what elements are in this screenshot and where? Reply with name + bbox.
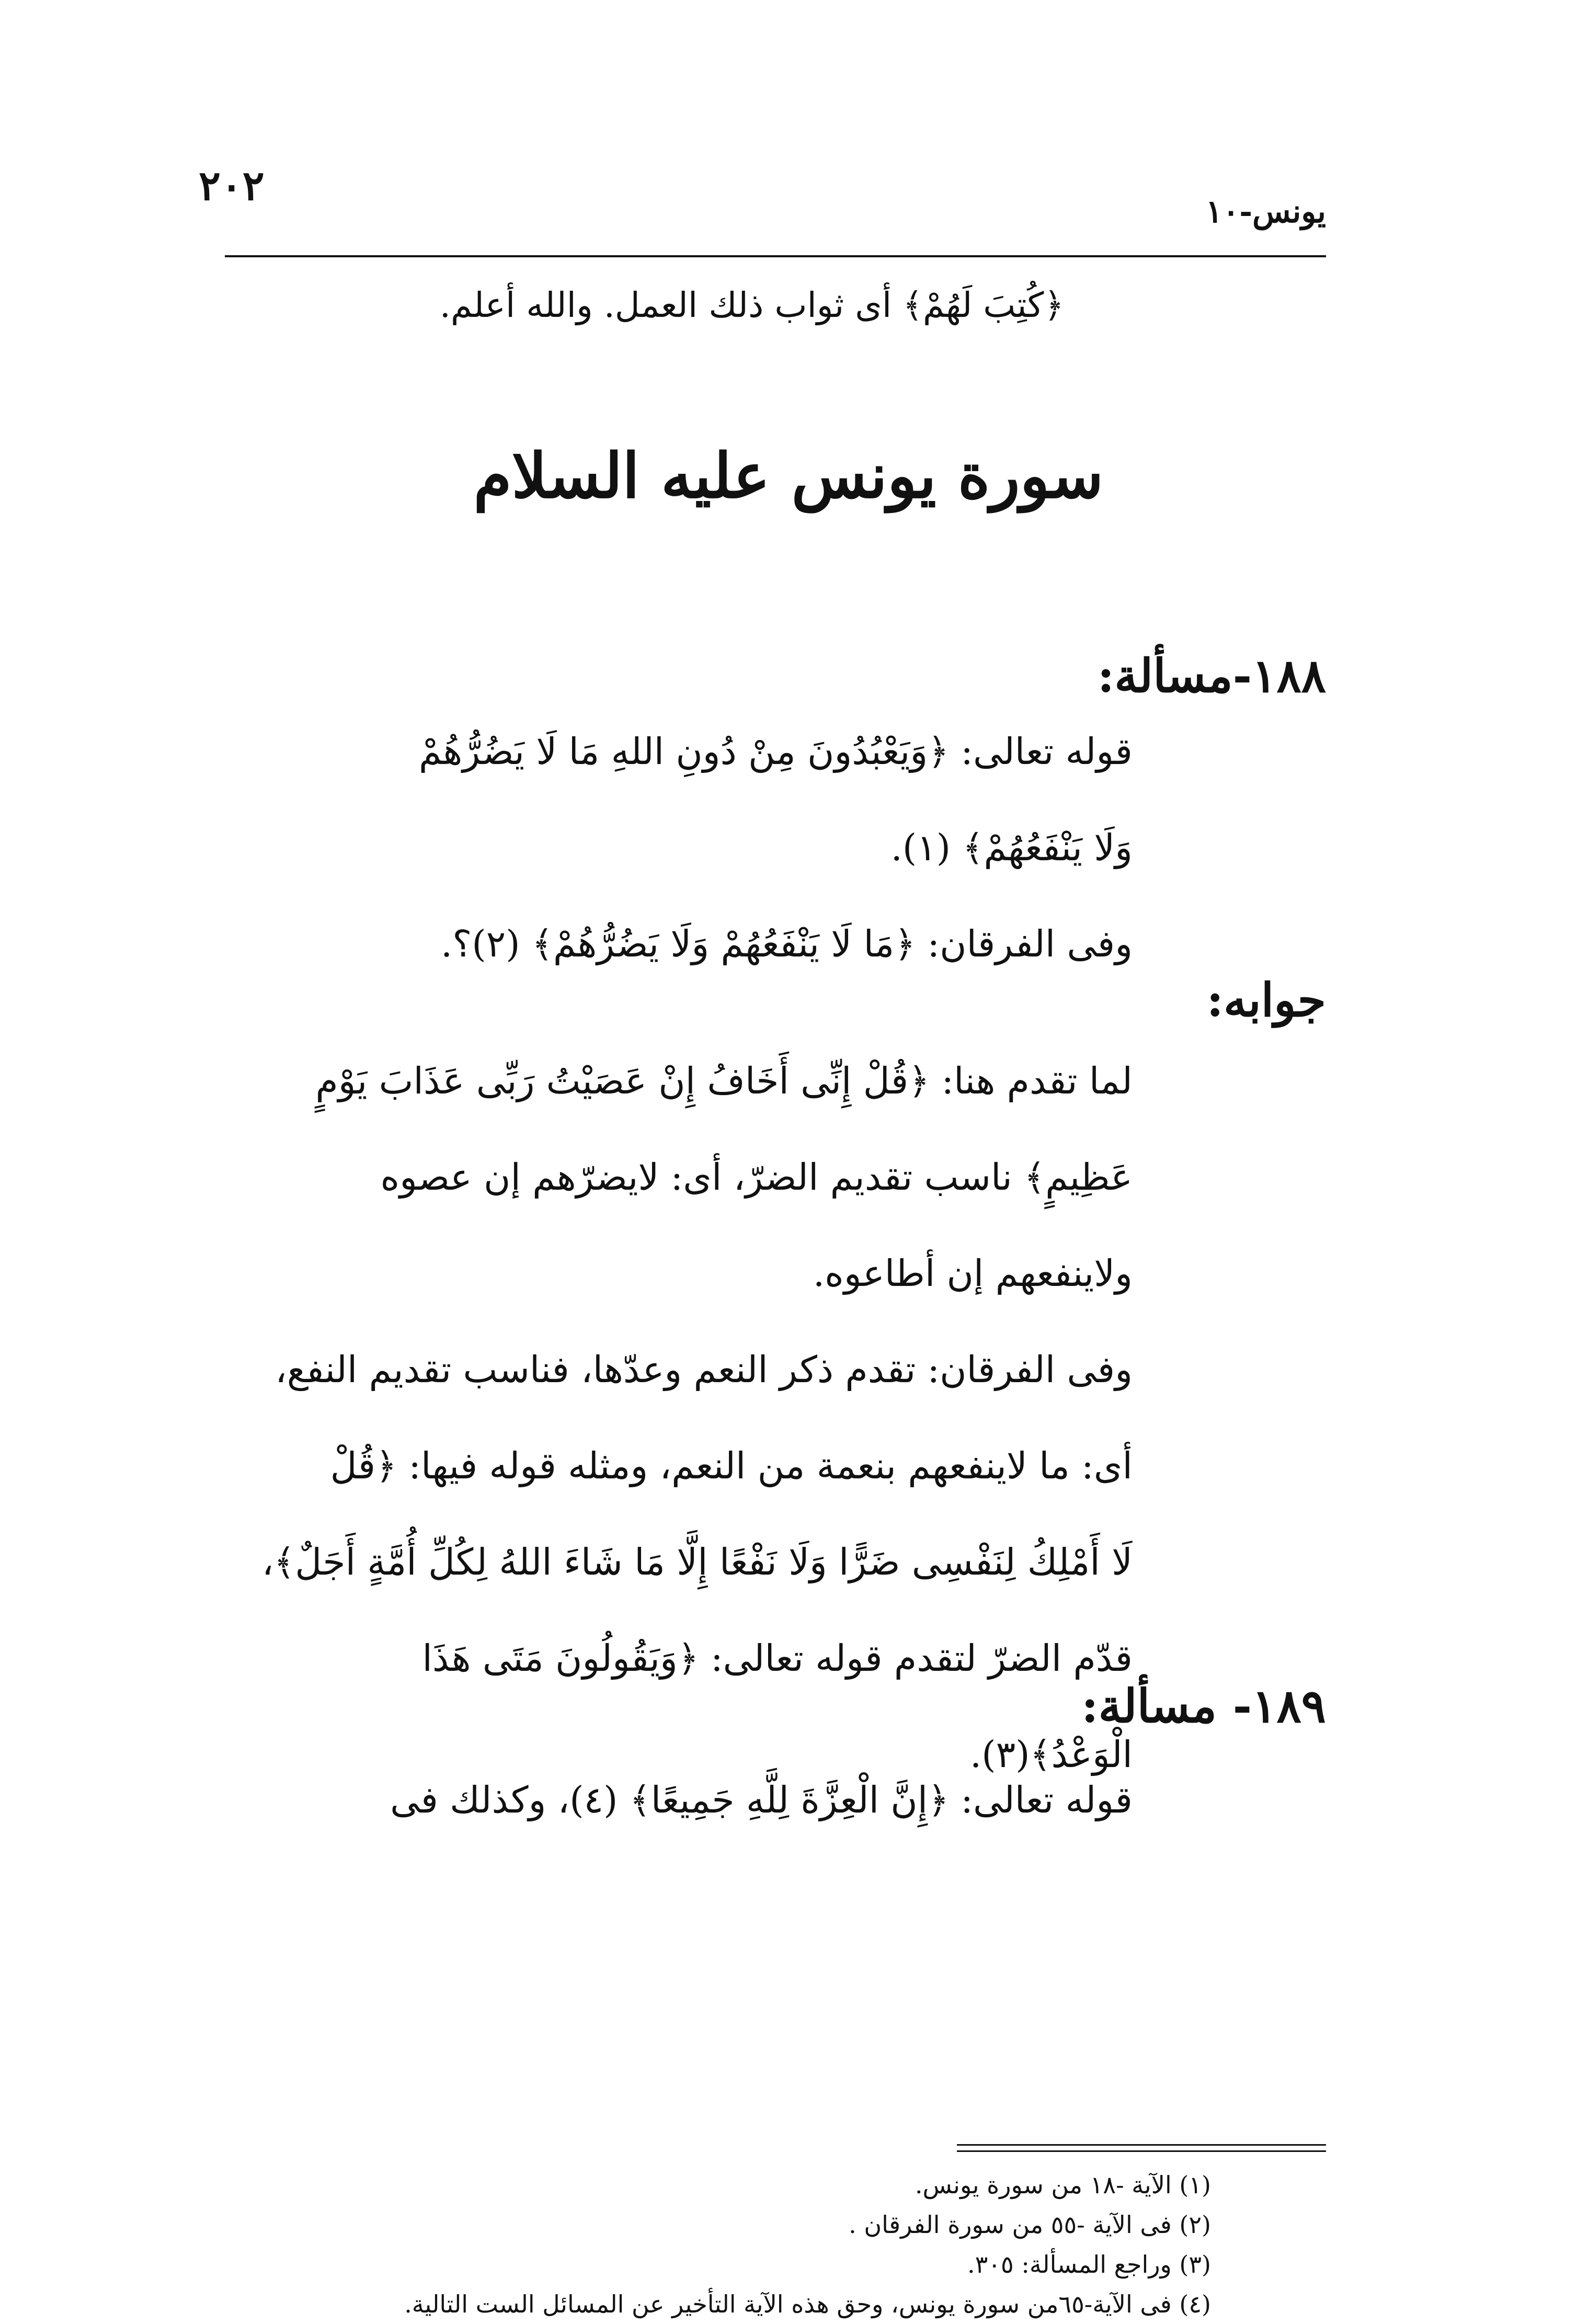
answer-188-line-1: لما تقدم هنا: ﴿قُلْ إِنِّى أَخَافُ إِنْ عَصَيْتُ رَبِّى عَذَابَ يَوْمٍ — [315, 1060, 1133, 1102]
header-rule — [225, 255, 1326, 257]
footnotes — [230, 2165, 1211, 2324]
answer-188-line-8: الْوَعْدُ﴾(٣). — [970, 1733, 1133, 1776]
question-188-text — [214, 703, 1133, 992]
question-188-line-1: قوله تعالى: ﴿وَيَعْبُدُونَ مِنْ دُونِ اللهِ مَا لَا يَضُرُّهُمْ — [418, 730, 1133, 773]
answer-188-line-5: أى: ما لاينفعهم بنعمة من النعم، ومثله قوله فيها: ﴿قُلْ — [330, 1444, 1133, 1487]
surah-title: سورة يونس عليه السلام — [473, 439, 1104, 512]
answer-188-line-2: عَظِيمٍ﴾ ناسب تقديم الضرّ، أى: لايضرّهم إن عصوه — [380, 1156, 1133, 1199]
page-number: ٢٠٢ — [199, 162, 265, 210]
answer-188-line-4: وفى الفرقان: تقدم ذكر النعم وعدّها، فناسب تقديم النفع، — [275, 1348, 1133, 1391]
footnote-4: (٤) فى الآية-٦٥من سورة يونس، وحق هذه الآية التأخير عن المسائل الست التالية. — [404, 2290, 1211, 2318]
footnote-2: (٢) فى الآية -٥٥ من سورة الفرقان . — [849, 2211, 1211, 2239]
question-189-line-1: قوله تعالى: ﴿إِنَّ الْعِزَّةَ لِلَّهِ جَمِيعًا﴾ (٤)، وكذلك فى — [390, 1779, 1133, 1821]
footnote-rule-top — [957, 2144, 1326, 2146]
question-188-heading: ١٨٨-مسألة: — [1097, 648, 1326, 703]
question-188-line-2: وَلَا يَنْفَعُهُمْ﴾ (١). — [890, 826, 1133, 869]
answer-188-text — [214, 1033, 1133, 1803]
answer-188-line-3: ولاينفعهم إن أطاعوه. — [813, 1252, 1133, 1295]
answer-188-heading: جوابه: — [1206, 973, 1326, 1027]
intro-line: ﴿كُتِبَ لَهُمْ﴾ أى ثواب ذلك العمل. والله أعلم. — [439, 285, 1065, 325]
answer-188-line-7: قدّم الضرّ لتقدم قوله تعالى: ﴿وَيَقُولُونَ مَتَى هَذَا — [422, 1637, 1133, 1680]
question-188-line-3: وفى الفرقان: ﴿مَا لَا يَنْفَعُهُمْ وَلَا يَضُرُّهُمْ﴾ (٢)؟. — [440, 922, 1133, 965]
footnote-rule-bottom — [957, 2150, 1326, 2152]
question-189-heading: ١٨٩- مسألة: — [1081, 1679, 1326, 1733]
running-head: يونس-١٠ — [1205, 193, 1326, 230]
answer-188-line-6: لَا أَمْلِكُ لِنَفْسِى ضَرًّا وَلَا نَفْعًا إِلَّا مَا شَاءَ اللهُ لِكُلِّ أُمَّةٍ أَجَلٌ﴾، — [261, 1541, 1133, 1583]
question-189-text — [214, 1752, 1133, 1848]
footnote-1: (١) الآية -١٨ من سورة يونس. — [915, 2171, 1211, 2199]
footnote-3: (٣) وراجع المسألة: ٣٠٥. — [967, 2250, 1211, 2279]
